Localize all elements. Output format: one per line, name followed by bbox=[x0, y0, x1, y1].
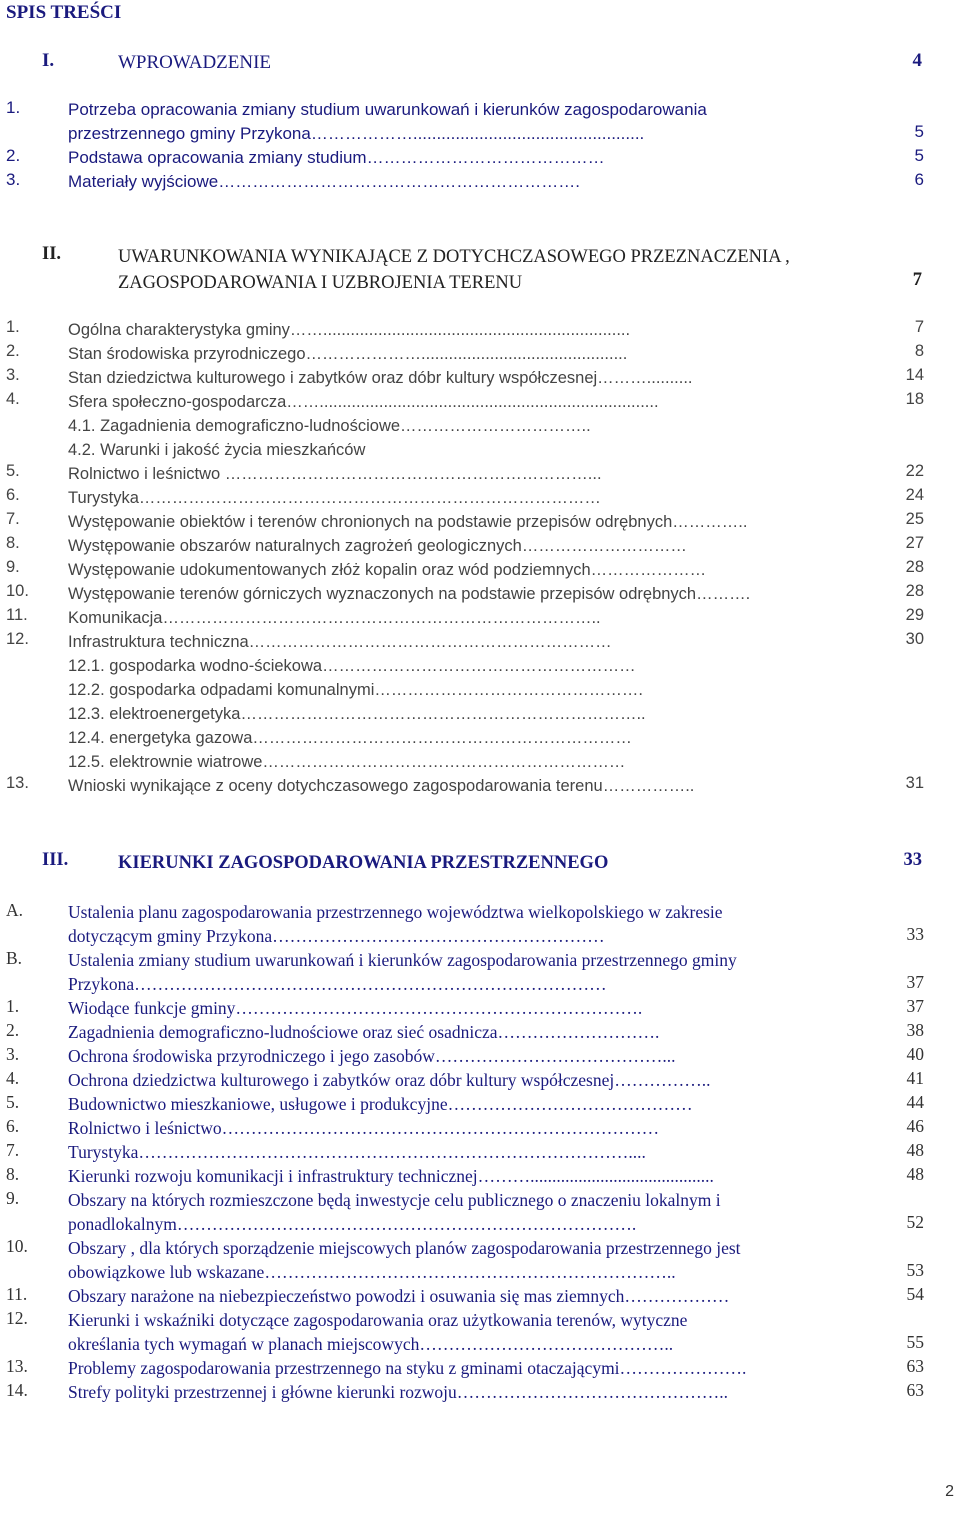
toc-entry-text bbox=[68, 1068, 893, 1092]
toc-entry-page: 40 bbox=[906, 1044, 924, 1064]
toc-entry-page: 31 bbox=[905, 774, 924, 792]
toc-entry-page: 37 bbox=[906, 972, 924, 992]
toc-entry-line: 4.2. Warunki i jakość życia mieszkańców bbox=[68, 441, 366, 459]
toc-entry-page: 48 bbox=[906, 1140, 924, 1160]
page-number: 2 bbox=[945, 1483, 954, 1500]
toc-entry-number: 7. bbox=[6, 510, 20, 528]
toc-entry-number: 9. bbox=[6, 558, 20, 576]
toc-entry bbox=[0, 462, 960, 486]
toc-entry-line: 12.3. elektroenergetyka……………………………………………………………….. bbox=[68, 705, 646, 723]
toc-entry bbox=[0, 534, 960, 558]
toc-entry bbox=[0, 1164, 960, 1188]
toc-entry-page: 30 bbox=[905, 630, 924, 648]
toc-entry-number: 3. bbox=[6, 366, 20, 384]
toc-entry-number: 8. bbox=[6, 1164, 20, 1184]
toc-entry-number: 4. bbox=[6, 1068, 20, 1088]
toc-entry-text bbox=[68, 558, 893, 582]
toc-entry-number: 2. bbox=[6, 342, 20, 360]
toc-entry-number: 1. bbox=[6, 98, 21, 117]
toc-entry bbox=[0, 318, 960, 342]
section-title-line2: ZAGOSPODAROWANIA I UZBROJENIA TERENU bbox=[118, 273, 523, 293]
toc-entry-text bbox=[68, 750, 893, 774]
toc-entry-text bbox=[68, 1356, 893, 1380]
toc-entry-page: 22 bbox=[905, 462, 924, 480]
toc-entry bbox=[0, 1092, 960, 1116]
toc-entry bbox=[0, 1236, 960, 1284]
toc-entry-number: 5. bbox=[6, 462, 20, 480]
toc-entry bbox=[0, 774, 960, 798]
toc-entry-page: 18 bbox=[905, 390, 924, 408]
toc-entry bbox=[0, 726, 960, 750]
toc-entry-text bbox=[68, 654, 893, 678]
toc-entry bbox=[0, 654, 960, 678]
toc-entry-number: 11. bbox=[6, 606, 28, 624]
toc-entry-number: 7. bbox=[6, 1140, 20, 1160]
toc-entry-line-continued: Przykona……………………………………………………………………… bbox=[68, 974, 607, 994]
toc-entry-page: 6 bbox=[914, 170, 924, 189]
toc-entry-page: 7 bbox=[914, 318, 924, 336]
toc-entry-page: 37 bbox=[906, 996, 924, 1016]
toc-entry-text bbox=[68, 390, 893, 414]
section-page: 4 bbox=[912, 50, 922, 71]
toc-entry-line: Stan dziedzictwa kulturowego i zabytków oraz dóbr kultury współczesnej……….......... bbox=[68, 369, 693, 387]
toc-entry-page: 5 bbox=[914, 122, 924, 141]
toc-entry-text bbox=[68, 996, 893, 1020]
toc-entry-line-continued: określania tych wymagań w planach miejscowych…………………………………….. bbox=[68, 1334, 674, 1354]
toc-entry-line: 12.4. energetyka gazowa…………………………………………………………… bbox=[68, 729, 632, 747]
toc-entry bbox=[0, 750, 960, 774]
toc-entry-line: Potrzeba opracowania zmiany studium uwarunkowań i kierunków zagospodarowania bbox=[68, 100, 707, 119]
toc-entry-line: Materiały wyjściowe………………………………………………………. bbox=[68, 172, 580, 191]
toc-entry-text bbox=[68, 462, 893, 486]
toc-entry-text bbox=[68, 1236, 893, 1284]
toc-entry bbox=[0, 630, 960, 654]
toc-entry bbox=[0, 1380, 960, 1404]
toc-entry bbox=[0, 414, 960, 438]
toc-entry bbox=[0, 1188, 960, 1236]
toc-entry-line: Strefy polityki przestrzennej i główne kierunki rozwoju……………………………………….. bbox=[68, 1382, 729, 1402]
toc-entry bbox=[0, 170, 960, 194]
toc-entry-text bbox=[68, 1116, 893, 1140]
toc-entry-line: Budownictwo mieszkaniowe, usługowe i produkcyjne…………………………………… bbox=[68, 1094, 693, 1114]
toc-entry-line: Obszary , dla których sporządzenie miejscowych planów zagospodarowania przestrzennego jest bbox=[68, 1238, 741, 1258]
toc-entry-text bbox=[68, 486, 893, 510]
toc-entry-line: Rolnictwo i leśnictwo …………………………………………………………... bbox=[68, 465, 602, 483]
toc-entry bbox=[0, 366, 960, 390]
toc-entry-number: 10. bbox=[6, 582, 29, 600]
toc-entry-page: 63 bbox=[906, 1380, 924, 1400]
toc-entry-number: 8. bbox=[6, 534, 20, 552]
toc-entry bbox=[0, 678, 960, 702]
toc-entry bbox=[0, 1308, 960, 1356]
toc-entry-number: 3. bbox=[6, 1044, 20, 1064]
toc-entry-text bbox=[68, 726, 893, 750]
toc-entry-page: 63 bbox=[906, 1356, 924, 1376]
toc-entry-line: Problemy zagospodarowania przestrzennego na styku z gminami otaczającymi…………………. bbox=[68, 1358, 747, 1378]
toc-entry-line: Ustalenia zmiany studium uwarunkowań i kierunków zagospodarowania przestrzennego gminy bbox=[68, 950, 737, 970]
toc-entry-number: A. bbox=[6, 900, 24, 920]
toc-entry-number: 14. bbox=[6, 1380, 28, 1400]
toc-entry-number: 1. bbox=[6, 318, 20, 336]
toc-entry-line: Występowanie obszarów naturalnych zagrożeń geologicznych………………………… bbox=[68, 537, 687, 555]
toc-entry-line: Sfera społeczno-gospodarcza…….......................................................................... bbox=[68, 393, 659, 411]
toc-entry-text bbox=[68, 342, 893, 366]
toc-entry bbox=[0, 98, 960, 146]
toc-entry-page: 14 bbox=[905, 366, 924, 384]
toc-entry-line: Ustalenia planu zagospodarowania przestrzennego województwa wielkopolskiego w zakresie bbox=[68, 902, 723, 922]
section-number: I. bbox=[42, 50, 55, 71]
toc-entry-text bbox=[68, 948, 893, 996]
toc-entry-line: Obszary na których rozmieszczone będą inwestycje celu publicznego o znaczeniu lokalnym i bbox=[68, 1190, 721, 1210]
toc-entry-number: 10. bbox=[6, 1236, 28, 1256]
toc-entry-text bbox=[68, 510, 893, 534]
toc-entry-text bbox=[68, 98, 893, 146]
section-page: 33 bbox=[903, 850, 922, 870]
toc-entry-text bbox=[68, 414, 893, 438]
toc-entry-text bbox=[68, 630, 893, 654]
section-number: II. bbox=[42, 244, 62, 264]
toc-entry-number: 3. bbox=[6, 170, 21, 189]
toc-entry bbox=[0, 1284, 960, 1308]
toc-entry-line: Komunikacja…………………………………………………………………….. bbox=[68, 609, 601, 627]
toc-entry-number: 2. bbox=[6, 146, 21, 165]
toc-entry-page: 48 bbox=[906, 1164, 924, 1184]
toc-entry bbox=[0, 1020, 960, 1044]
toc-entry-line: Występowanie obiektów i terenów chronionych na podstawie przepisów odrębnych………….. bbox=[68, 513, 748, 531]
toc-entry-line: Ochrona środowiska przyrodniczego i jego zasobów…………………………………... bbox=[68, 1046, 676, 1066]
toc-entry bbox=[0, 146, 960, 170]
toc-entry bbox=[0, 702, 960, 726]
toc-entry-text bbox=[68, 1020, 893, 1044]
toc-entry-number: 9. bbox=[6, 1188, 20, 1208]
toc-entry-number: 5. bbox=[6, 1092, 20, 1112]
toc-entry-line: Występowanie udokumentowanych złóż kopalin oraz wód podziemnych………………… bbox=[68, 561, 707, 579]
toc-entry-page: 53 bbox=[906, 1260, 924, 1280]
section-number: III. bbox=[42, 850, 69, 870]
toc-title: SPIS TREŚCI bbox=[6, 2, 122, 23]
section-title-line1: UWARUNKOWANIA WYNIKAJĄCE Z DOTYCHCZASOWEGO PRZEZNACZENIA , bbox=[118, 247, 790, 267]
toc-entry-page: 52 bbox=[906, 1212, 924, 1232]
toc-list-3 bbox=[0, 900, 960, 1404]
toc-entry-line: Kierunki i wskaźniki dotyczące zagospodarowania oraz użytkowania terenów, wytyczne bbox=[68, 1310, 688, 1330]
toc-entry-page: 28 bbox=[905, 582, 924, 600]
toc-entry-page: 33 bbox=[906, 924, 924, 944]
toc-entry-page: 38 bbox=[906, 1020, 924, 1040]
toc-entry-line: Turystyka………………………………………………………………………… bbox=[68, 489, 601, 507]
toc-entry-page: 55 bbox=[906, 1332, 924, 1352]
toc-entry bbox=[0, 1044, 960, 1068]
toc-entry-number: B. bbox=[6, 948, 23, 968]
toc-entry-line: Wnioski wynikające z oceny dotychczasowego zagospodarowania terenu…………….. bbox=[68, 777, 695, 795]
toc-entry-text bbox=[68, 366, 893, 390]
toc-entry-line: 12.1. gospodarka wodno-ściekowa………………………………………………… bbox=[68, 657, 636, 675]
toc-entry-number: 11. bbox=[6, 1284, 28, 1304]
toc-entry-line: Występowanie terenów górniczych wyznaczonych na podstawie przepisów odrębnych………. bbox=[68, 585, 751, 603]
toc-entry-text bbox=[68, 1308, 893, 1356]
toc-entry-line: Podstawa opracowania zmiany studium…………………………………… bbox=[68, 148, 605, 167]
toc-entry-line: Stan środowiska przyrodniczego…………………............................................. bbox=[68, 345, 628, 363]
toc-entry-text bbox=[68, 534, 893, 558]
toc-entry-number: 4. bbox=[6, 390, 20, 408]
toc-entry bbox=[0, 342, 960, 366]
toc-entry-page: 46 bbox=[906, 1116, 924, 1136]
toc-entry-number: 12. bbox=[6, 1308, 28, 1328]
toc-entry-text bbox=[68, 1164, 893, 1188]
toc-entry-line: Infrastruktura techniczna………………………………………………………… bbox=[68, 633, 612, 651]
toc-entry bbox=[0, 1140, 960, 1164]
toc-entry bbox=[0, 606, 960, 630]
toc-entry bbox=[0, 1356, 960, 1380]
toc-entry-number: 12. bbox=[6, 630, 29, 648]
toc-entry-number: 6. bbox=[6, 486, 20, 504]
toc-entry-line: Zagadnienia demograficzno-ludnościowe oraz sieć osadnicza………………………. bbox=[68, 1022, 660, 1042]
toc-entry bbox=[0, 1068, 960, 1092]
toc-entry-page: 25 bbox=[905, 510, 924, 528]
section-page: 7 bbox=[912, 270, 922, 290]
toc-entry-line: 12.2. gospodarka odpadami komunalnymi…………………………………………. bbox=[68, 681, 643, 699]
toc-entry-line-continued: przestrzennego gminy Przykona………………................................................. bbox=[68, 124, 645, 143]
toc-entry-line-continued: obowiązkowe lub wskazane…………………………………………………………….. bbox=[68, 1262, 676, 1282]
toc-entry-text bbox=[68, 1284, 893, 1308]
toc-entry bbox=[0, 558, 960, 582]
toc-entry-text bbox=[68, 678, 893, 702]
toc-entry-line: Ogólna charakterystyka gminy……................................................................... bbox=[68, 321, 631, 339]
toc-entry bbox=[0, 510, 960, 534]
toc-entry bbox=[0, 486, 960, 510]
toc-entry-line: Wiodące funkcje gminy……………………………………………………………. bbox=[68, 998, 643, 1018]
toc-entry-page: 24 bbox=[905, 486, 924, 504]
toc-list-1 bbox=[0, 98, 960, 194]
section-title: WPROWADZENIE bbox=[118, 52, 272, 73]
toc-entry-page: 54 bbox=[906, 1284, 924, 1304]
toc-entry-line: Turystyka………………………………………………………………………….... bbox=[68, 1142, 646, 1162]
toc-entry-text bbox=[68, 438, 893, 462]
toc-entry-line-continued: ponadlokalnym……………………………………………………………………. bbox=[68, 1214, 637, 1234]
toc-entry-text bbox=[68, 1044, 893, 1068]
toc-entry-page: 28 bbox=[905, 558, 924, 576]
toc-entry-text bbox=[68, 170, 893, 194]
section-title bbox=[118, 244, 878, 296]
toc-entry-text bbox=[68, 146, 893, 170]
toc-entry-number: 6. bbox=[6, 1116, 20, 1136]
toc-entry bbox=[0, 1116, 960, 1140]
toc-entry-text bbox=[68, 1380, 893, 1404]
toc-entry bbox=[0, 948, 960, 996]
toc-entry-line: 12.5. elektrownie wiatrowe………………………………………………………… bbox=[68, 753, 626, 771]
toc-entry bbox=[0, 438, 960, 462]
toc-entry-line: Ochrona dziedzictwa kulturowego i zabytków oraz dóbr kultury współczesnej…………….. bbox=[68, 1070, 711, 1090]
toc-entry-line: Kierunki rozwoju komunikacji i infrastruktury technicznej……….......................................... bbox=[68, 1166, 714, 1186]
toc-entry-text bbox=[68, 1140, 893, 1164]
toc-entry-text bbox=[68, 318, 893, 342]
toc-entry-page: 41 bbox=[906, 1068, 924, 1088]
toc-entry bbox=[0, 900, 960, 948]
toc-entry-page: 8 bbox=[914, 342, 924, 360]
toc-entry-text bbox=[68, 1092, 893, 1116]
toc-entry-page: 27 bbox=[905, 534, 924, 552]
toc-entry-line-continued: dotyczącym gminy Przykona………………………………………………… bbox=[68, 926, 605, 946]
toc-entry-page: 29 bbox=[905, 606, 924, 624]
toc-entry-text bbox=[68, 1188, 893, 1236]
toc-entry-number: 1. bbox=[6, 996, 20, 1016]
toc-entry-text bbox=[68, 774, 893, 798]
toc-list-2 bbox=[0, 318, 960, 798]
toc-entry-text bbox=[68, 606, 893, 630]
toc-entry-line: Obszary narażone na niebezpieczeństwo powodzi i osuwania się mas ziemnych……………… bbox=[68, 1286, 730, 1306]
toc-entry bbox=[0, 390, 960, 414]
toc-entry-text bbox=[68, 702, 893, 726]
toc-entry-line: 4.1. Zagadnienia demograficzno-ludnościowe…………………………….. bbox=[68, 417, 591, 435]
toc-entry-number: 13. bbox=[6, 1356, 28, 1376]
section-title: KIERUNKI ZAGOSPODAROWANIA PRZESTRZENNEGO bbox=[118, 853, 609, 873]
toc-entry-text bbox=[68, 900, 893, 948]
toc-entry-line: Rolnictwo i leśnictwo………………………………………………………………… bbox=[68, 1118, 660, 1138]
toc-entry bbox=[0, 582, 960, 606]
toc-entry-number: 13. bbox=[6, 774, 29, 792]
toc-entry-number: 2. bbox=[6, 1020, 20, 1040]
toc-entry-text bbox=[68, 582, 893, 606]
toc-entry bbox=[0, 996, 960, 1020]
toc-entry-page: 5 bbox=[914, 146, 924, 165]
toc-entry-page: 44 bbox=[906, 1092, 924, 1112]
